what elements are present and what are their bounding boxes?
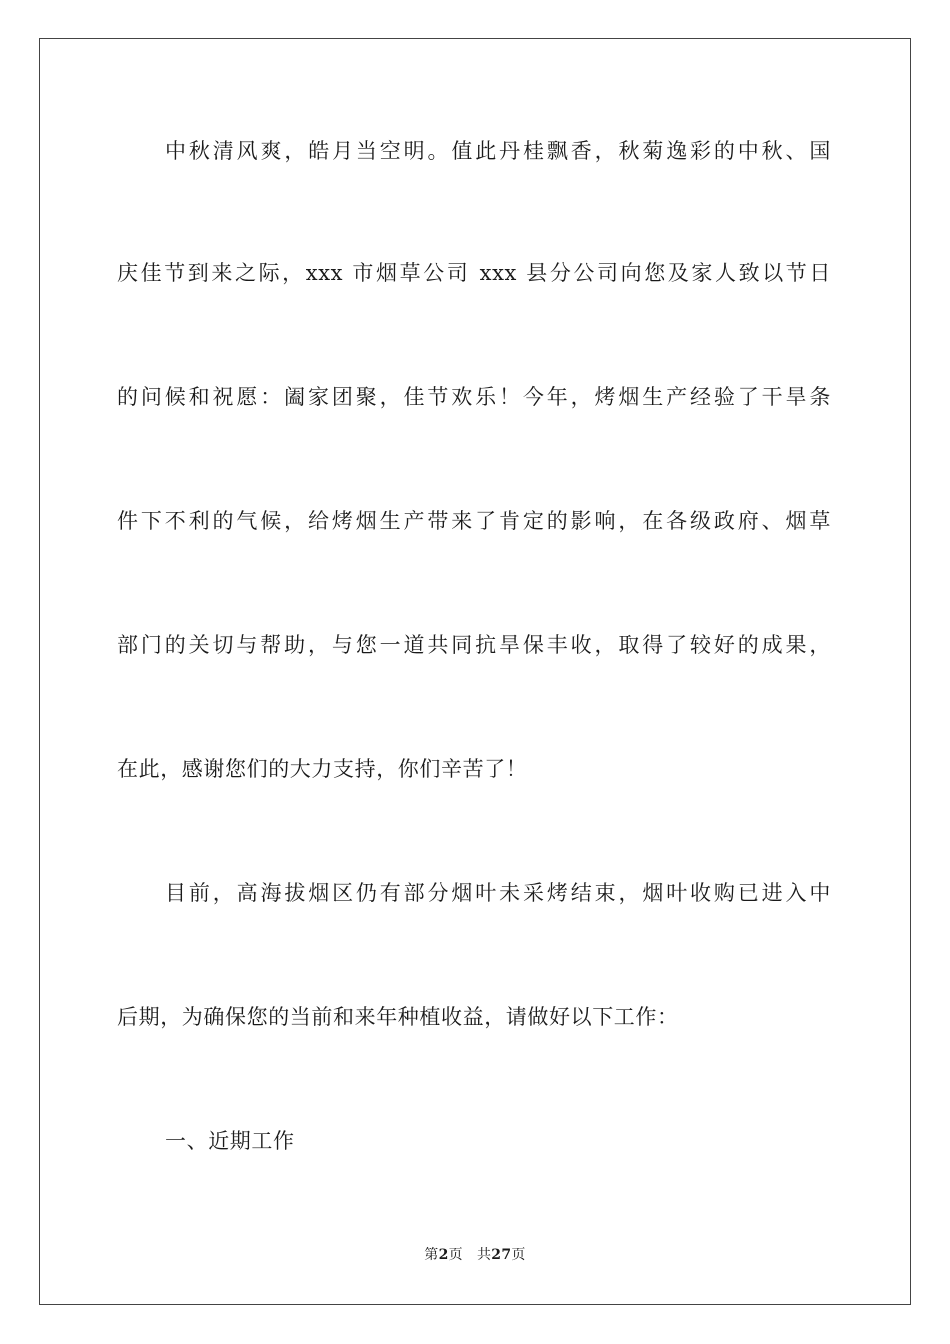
text-line: 目前，高海拔烟区仍有部分烟叶未采烤结束，烟叶收购已进入中 [165, 881, 831, 905]
text-line: 在此，感谢您们的大力支持，你们辛苦了！ [117, 757, 528, 781]
text-line: 中秋清风爽，皓月当空明。值此丹桂飘香，秋菊逸彩的中秋、国 [165, 139, 831, 163]
page-suffix: 页 [448, 1247, 463, 1263]
text-line: 的问候和祝愿：阖家团聚，佳节欢乐！今年，烤烟生产经验了干旱条 [117, 385, 831, 409]
text-line: 件下不利的气候，给烤烟生产带来了肯定的影响，在各级政府、烟草 [117, 509, 831, 533]
page-number: 2 [438, 1247, 449, 1263]
page-footer [0, 1244, 950, 1264]
text-line: 后期，为确保您的当前和来年种植收益，请做好以下工作： [117, 1005, 679, 1029]
total-prefix: 共 [476, 1247, 492, 1263]
text-line: 庆佳节到来之际，xxx 市烟草公司 xxx 县分公司向您及家人致以节日 [117, 261, 831, 285]
page-border [39, 38, 911, 1305]
page-prefix: 第 [424, 1247, 439, 1263]
total-pages: 27 [491, 1247, 512, 1263]
section-heading: 一、近期工作 [165, 1129, 295, 1153]
text-line: 部门的关切与帮助，与您一道共同抗旱保丰收，取得了较好的成果， [117, 633, 831, 657]
total-suffix: 页 [511, 1247, 526, 1263]
